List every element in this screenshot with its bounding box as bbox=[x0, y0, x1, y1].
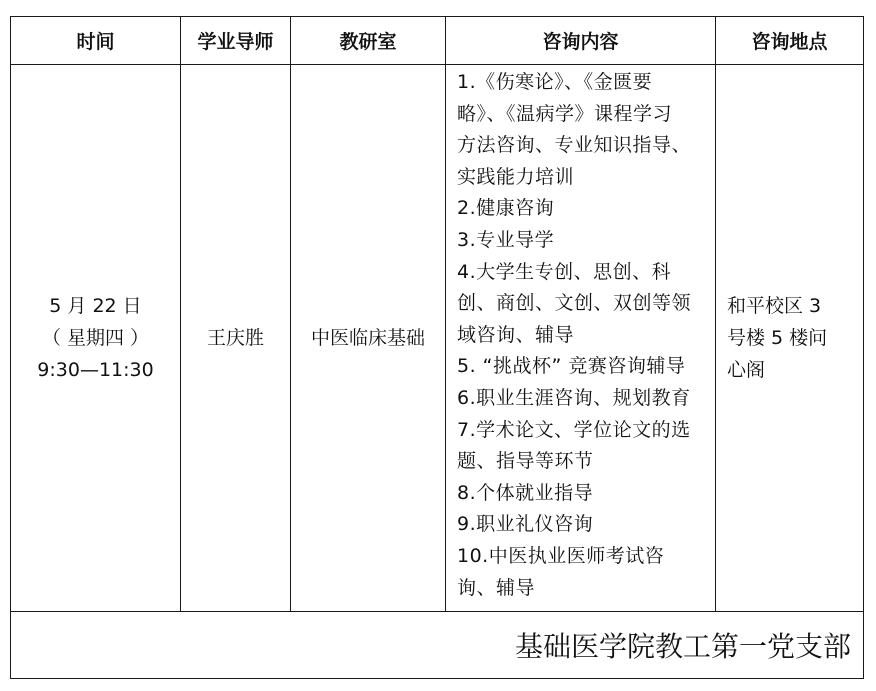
header-row bbox=[11, 17, 864, 65]
location-line: 心阁 bbox=[727, 359, 766, 381]
content-line: 4.大学生专创、思创、科 bbox=[457, 260, 672, 283]
content-cell bbox=[446, 65, 716, 612]
header-content: 咨询内容 bbox=[446, 17, 716, 65]
content-line: 10.中医执业医师考试咨 bbox=[457, 544, 665, 567]
content-line: 9.职业礼仪咨询 bbox=[457, 513, 594, 536]
time-cell bbox=[11, 65, 181, 612]
footer-organization: 基础医学院教工第一党支部 bbox=[11, 612, 864, 679]
table-row bbox=[11, 65, 864, 612]
content-line: 询、辅导 bbox=[457, 576, 536, 599]
consultation-table bbox=[10, 16, 864, 679]
content-line: 1.《伤寒论》、《金匮要 bbox=[457, 71, 653, 93]
content-line: 域咨询、辅导 bbox=[457, 323, 575, 346]
content-line: 实践能力培训 bbox=[457, 165, 575, 188]
time-date: 5 月 22 日 bbox=[49, 295, 142, 317]
time-weekday: （ 星期四 ） bbox=[41, 327, 150, 349]
content-line: 创、商创、文创、双创等领 bbox=[457, 292, 692, 315]
content-line: 方法咨询、专业知识指导、 bbox=[457, 134, 692, 157]
header-department: 教研室 bbox=[291, 17, 446, 65]
location-line: 和平校区 3 bbox=[727, 295, 822, 317]
content-line: 2.健康咨询 bbox=[457, 197, 555, 220]
content-line: 3.专业导学 bbox=[457, 228, 555, 251]
header-location: 咨询地点 bbox=[716, 17, 864, 65]
content-line: 7.学术论文、学位论文的选 bbox=[457, 418, 691, 441]
content-line: 5. “挑战杯” 竞赛咨询辅导 bbox=[457, 355, 686, 378]
tutor-cell: 王庆胜 bbox=[181, 65, 291, 612]
time-range: 9:30—11:30 bbox=[37, 359, 154, 381]
header-time: 时间 bbox=[11, 17, 181, 65]
content-line: 6.职业生涯咨询、规划教育 bbox=[457, 386, 691, 409]
content-line: 略》、《温病学》课程学习 bbox=[457, 102, 673, 125]
content-line: 题、指导等环节 bbox=[457, 450, 594, 473]
footer-row bbox=[11, 612, 864, 679]
header-tutor: 学业导师 bbox=[181, 17, 291, 65]
department-cell: 中医临床基础 bbox=[291, 65, 446, 612]
location-cell bbox=[716, 65, 864, 612]
location-line: 号楼 5 楼问 bbox=[727, 327, 828, 349]
content-line: 8.个体就业指导 bbox=[457, 481, 594, 504]
